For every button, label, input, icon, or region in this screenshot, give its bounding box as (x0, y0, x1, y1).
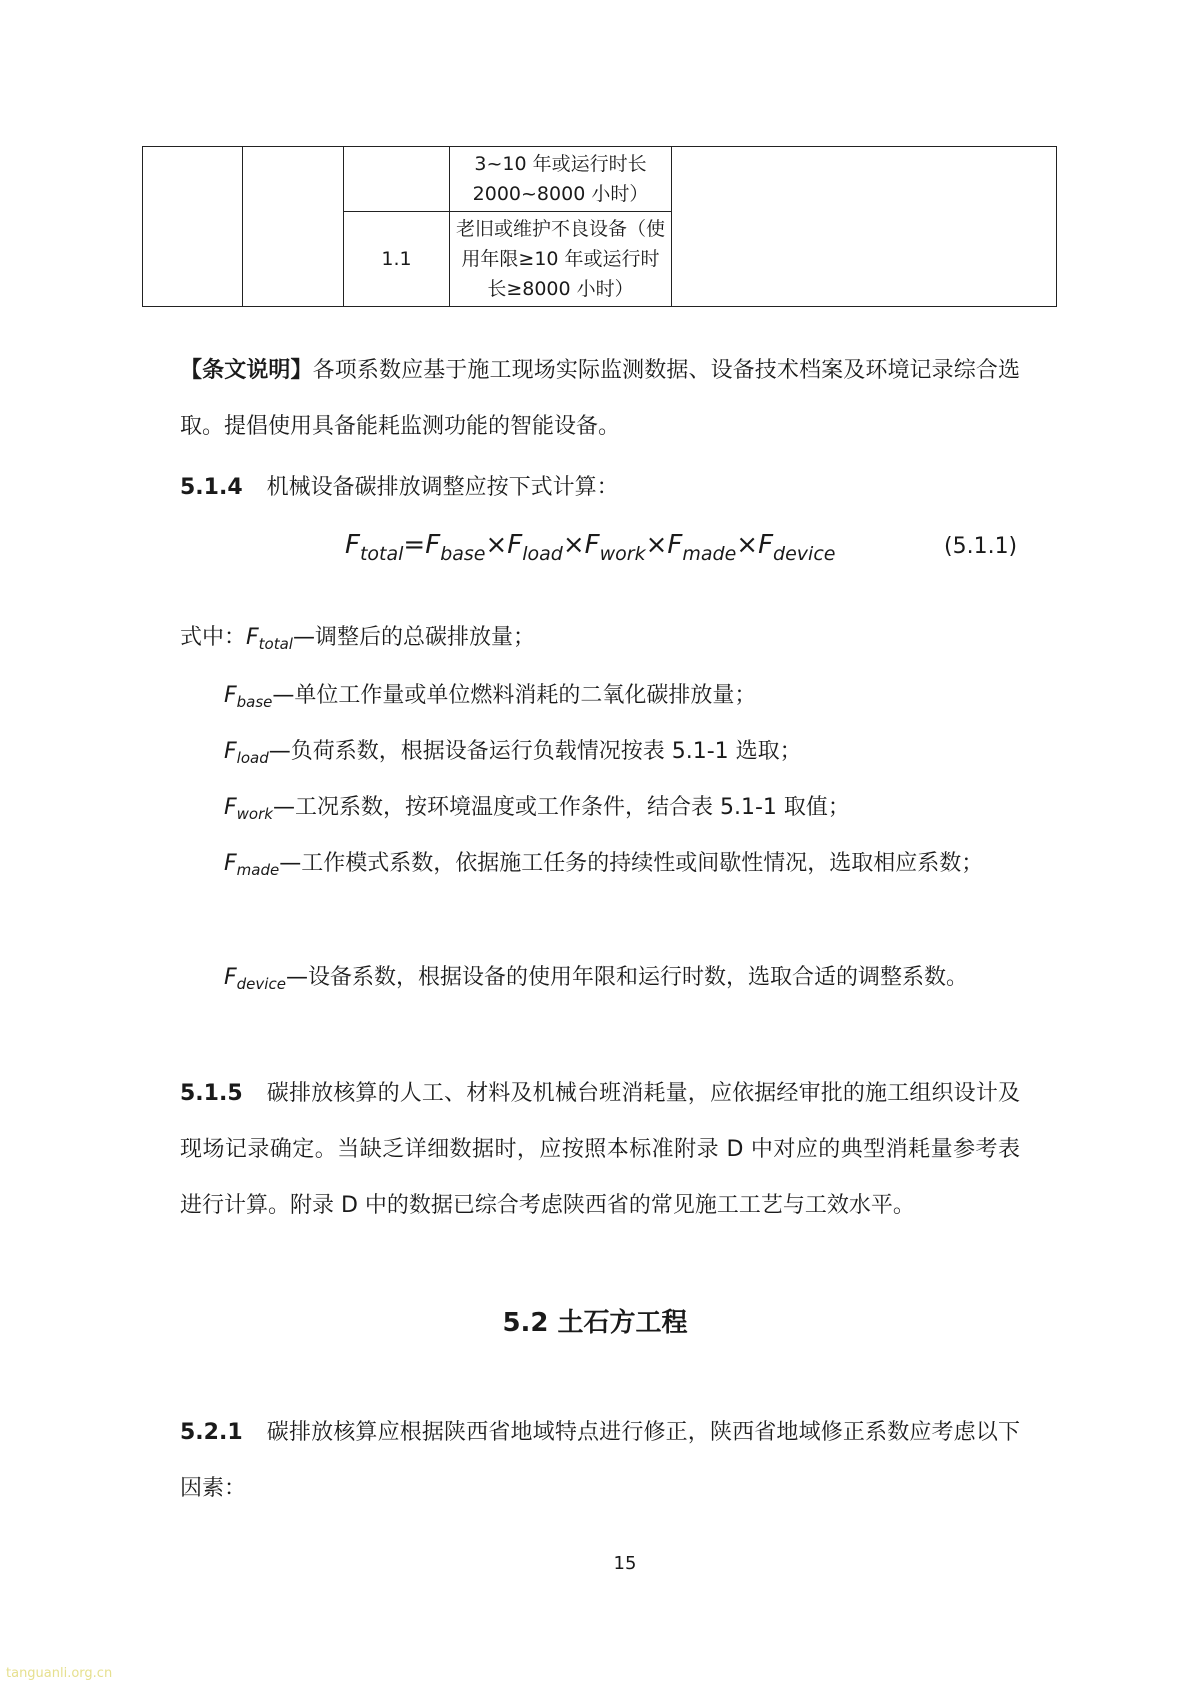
where-device: $F_{device}—$设备系数，根据设备的使用年限和运行时数，选取合适的调整系数。 (224, 965, 968, 993)
where-made: $F_{made}—$工作模式系数，依据施工任务的持续性或间歇性情况，选取相应系数； (224, 851, 984, 879)
table-cell (672, 147, 1057, 307)
clause-5-1-5 (180, 1066, 1020, 1234)
clause-explanation-text: 各项系数应基于施工现场实际监测数据、设备技术档案及环境记录综合选取。提倡使用具备能耗监测功能的智能设备。 (180, 358, 1020, 439)
table-cell (143, 147, 243, 307)
device-coefficient-table (142, 146, 1057, 307)
clause-text: 碳排放核算应根据陕西省地域特点进行修正，陕西省地域修正系数应考虑以下因素： (180, 1420, 1020, 1501)
watermark: tanguanli.org.cn (6, 1666, 113, 1681)
clause-number: 5.1.5 (180, 1081, 243, 1106)
clause-5-2-1 (180, 1405, 1020, 1517)
clause-explanation (180, 343, 1020, 455)
clause-text: 碳排放核算的人工、材料及机械台班消耗量，应依据经审批的施工组织设计及现场记录确定。当缺乏详细数据时，应按照本标准附录 D 中对应的典型消耗量参考表进行计算。附录 D 中的数据已综合考虑陕西省的常见施工工艺与工效水平。 (180, 1081, 1020, 1218)
table-cell (344, 147, 450, 212)
where-load: $F_{load}—$负荷系数，根据设备运行负载情况按表 5.1-1 选取； (224, 739, 802, 767)
clause-number: 5.1.4 (180, 475, 243, 500)
where-base: $F_{base}—$单位工作量或单位燃料消耗的二氧化碳排放量； (224, 683, 757, 711)
clause-text: 机械设备碳排放调整应按下式计算： (266, 475, 619, 500)
clause-5-1-4 (180, 460, 1020, 516)
variable-symbol: $F_{base}$ (224, 683, 273, 711)
table-cell: 1.1 (344, 212, 450, 307)
variable-symbol: $F_{load}$ (224, 739, 269, 767)
variable-symbol: $F_{work}$ (224, 795, 273, 823)
formula-number: (5.1.1) (944, 534, 1018, 559)
table-cell: 老旧或维护不良设备（使用年限≥10 年或运行时长≥8000 小时） (450, 212, 672, 307)
table-cell (243, 147, 344, 307)
formula-5-1-1: $F_{total}=F_{base}\times F_{load}\times F_{work}\times F_{made}\times F_{device}$ (345, 530, 836, 565)
variable-symbol: $F_{device}$ (224, 965, 286, 993)
table-cell: 3~10 年或运行时长 2000~8000 小时） (450, 147, 672, 212)
where-total: 式中：$F_{total}—$调整后的总碳排放量； (180, 625, 535, 653)
table-row (143, 147, 1057, 212)
clause-number: 5.2.1 (180, 1420, 243, 1445)
page-number: 15 (613, 1553, 637, 1574)
clause-explanation-label: 【条文说明】 (180, 358, 313, 383)
variable-symbol: $F_{total}$ (246, 625, 293, 653)
where-work: $F_{work}—$工况系数，按环境温度或工作条件，结合表 5.1-1 取值； (224, 795, 850, 823)
section-heading: 5.2 土石方工程 (502, 1308, 688, 1338)
variable-symbol: $F_{made}$ (224, 851, 280, 879)
